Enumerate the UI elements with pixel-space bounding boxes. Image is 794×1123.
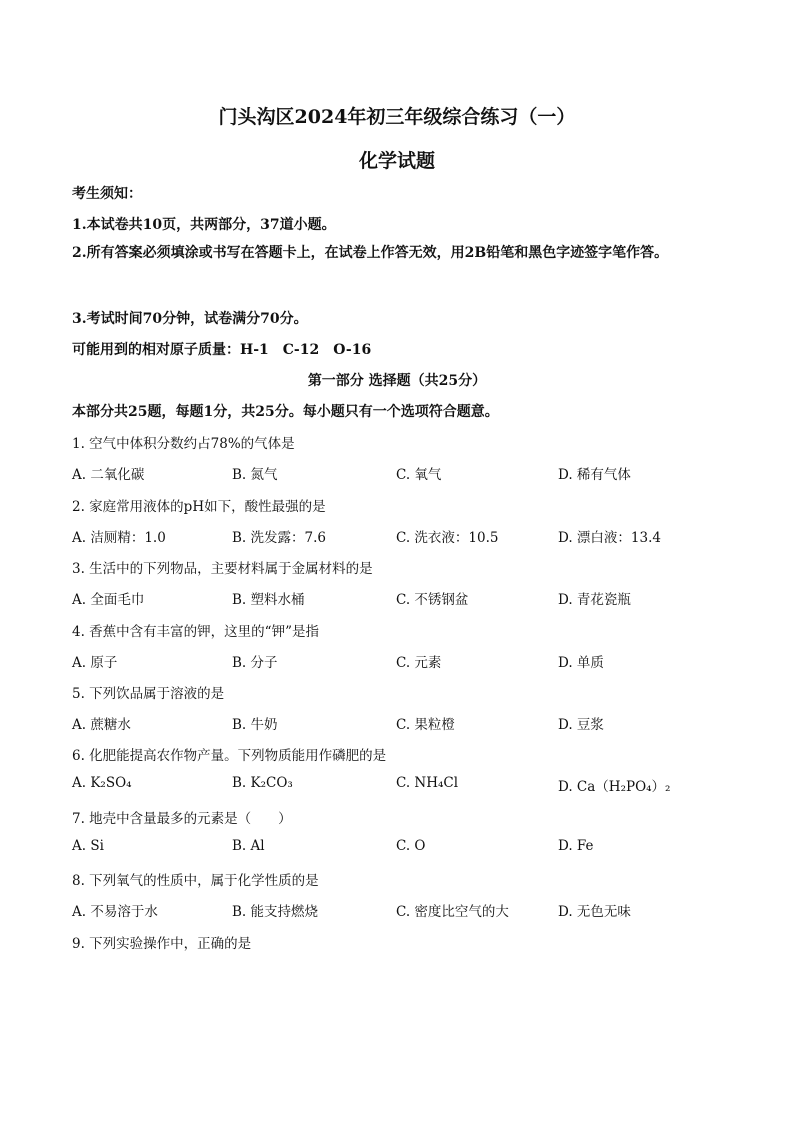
option-d: D. Ca（H₂PO₄）₂ <box>558 779 671 795</box>
option-d: D. 青花瓷瓶 <box>558 592 631 608</box>
option-b: B. 牛奶 <box>232 717 278 733</box>
option-c: C. O <box>396 838 426 854</box>
option-d: D. Fe <box>558 838 594 854</box>
notice-heading: 考生须知： <box>72 186 142 202</box>
option-a: A. 洁厕精：1.0 <box>72 530 166 546</box>
question-options <box>72 588 732 608</box>
option-d: D. 豆浆 <box>558 717 604 733</box>
notice-item-2: 2.所有答案必须填涂或书写在答题卡上，在试卷上作答无效，用2B铅笔和黑色字迹签字笔作答。 <box>72 245 669 261</box>
option-b: B. 分子 <box>232 655 278 671</box>
option-c: C. 密度比空气的大 <box>396 904 509 920</box>
question-options <box>72 775 732 795</box>
question-options <box>72 838 732 858</box>
option-c: C. 不锈钢盆 <box>396 592 469 608</box>
option-a: A. K₂SO₄ <box>72 775 132 791</box>
question-stem: 2. 家庭常用液体的pH如下，酸性最强的是 <box>72 499 326 515</box>
question-stem: 7. 地壳中含量最多的元素是（ ） <box>72 811 292 827</box>
option-a: A. 不易溶于水 <box>72 904 158 920</box>
question-stem: 1. 空气中体积分数约占78%的气体是 <box>72 436 295 452</box>
option-d: D. 单质 <box>558 655 604 671</box>
option-b: B. Al <box>232 838 265 854</box>
question-options <box>72 900 732 920</box>
question-stem: 9. 下列实验操作中，正确的是 <box>72 936 252 952</box>
exam-title: 门头沟区2024年初三年级综合练习（一） <box>218 106 576 128</box>
option-b: B. 塑料水桶 <box>232 592 305 608</box>
option-d: D. 漂白液：13.4 <box>558 530 661 546</box>
question-options <box>72 526 732 546</box>
question-stem: 4. 香蕉中含有丰富的钾，这里的“钾”是指 <box>72 624 319 640</box>
option-a: A. 原子 <box>72 655 118 671</box>
question-options <box>72 651 732 671</box>
option-b: B. 能支持燃烧 <box>232 904 319 920</box>
option-a: A. 二氧化碳 <box>72 467 145 483</box>
option-a: A. 蔗糖水 <box>72 717 131 733</box>
question-stem: 5. 下列饮品属于溶液的是 <box>72 686 225 702</box>
option-c: C. NH₄Cl <box>396 775 459 791</box>
option-c: C. 果粒橙 <box>396 717 455 733</box>
option-b: B. 氮气 <box>232 467 278 483</box>
section-instruction: 本部分共25题，每题1分，共25分。每小题只有一个选项符合题意。 <box>72 404 499 420</box>
option-a: A. 全面毛巾 <box>72 592 145 608</box>
question-stem: 3. 生活中的下列物品，主要材料属于金属材料的是 <box>72 561 373 577</box>
option-c: C. 氧气 <box>396 467 442 483</box>
question-stem: 6. 化肥能提高农作物产量。下列物质能用作磷肥的是 <box>72 748 387 764</box>
notice-item-3: 3.考试时间70分钟，试卷满分70分。 <box>72 311 308 327</box>
option-c: C. 洗衣液：10.5 <box>396 530 499 546</box>
option-b: B. 洗发露：7.6 <box>232 530 326 546</box>
option-b: B. K₂CO₃ <box>232 775 293 791</box>
question-options <box>72 463 732 483</box>
question-stem: 8. 下列氧气的性质中，属于化学性质的是 <box>72 873 319 889</box>
atomic-masses: 可能用到的相对原子质量：H-1 C-12 O-16 <box>72 342 372 358</box>
option-a: A. Si <box>72 838 104 854</box>
exam-subject: 化学试题 <box>358 150 435 172</box>
option-d: D. 无色无味 <box>558 904 631 920</box>
question-options <box>72 713 732 733</box>
notice-item-1: 1.本试卷共10页，共两部分，37道小题。 <box>72 217 336 233</box>
option-d: D. 稀有气体 <box>558 467 631 483</box>
section-title: 第一部分 选择题（共25分） <box>307 373 487 389</box>
option-c: C. 元素 <box>396 655 442 671</box>
